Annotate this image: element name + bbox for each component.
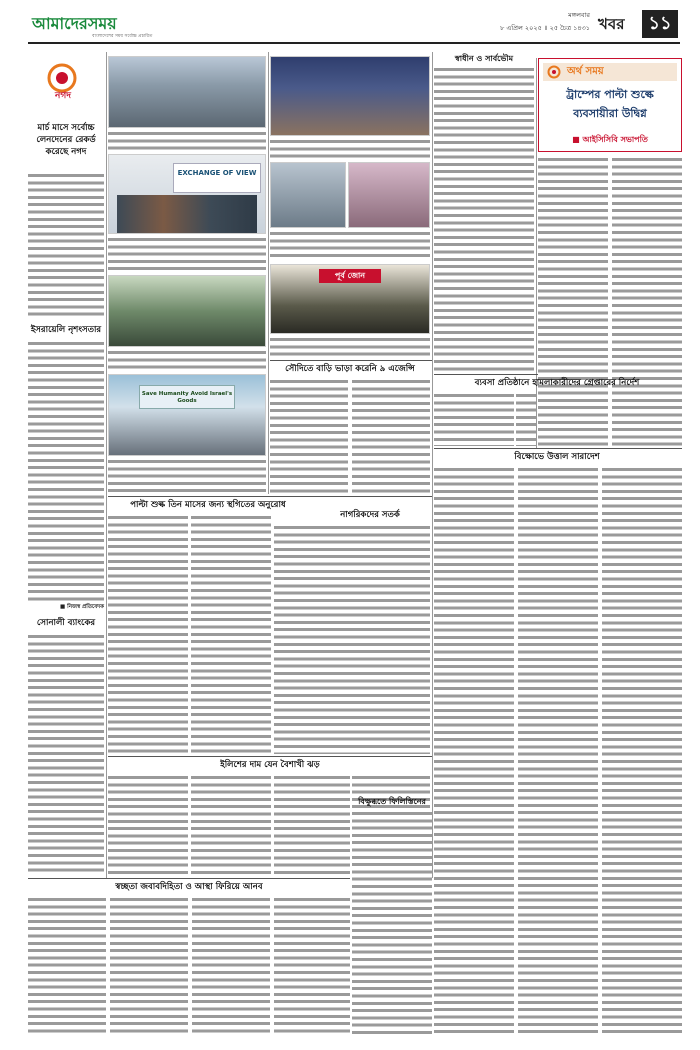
- masthead-date: ৮ এপ্রিল ২০২৫ ॥ ২৫ চৈত্র ১৪৩১: [500, 24, 590, 32]
- hilsha-body-2: [191, 774, 271, 874]
- transparency-headline: স্বচ্ছতা জবাবদিহিতা ও আস্থা ফিরিয়ে আনব: [115, 882, 263, 892]
- golden-bank-body: [28, 633, 104, 873]
- artho-headline: ট্রাম্পের পাল্টা শুল্কে ব্যবসায়ীরা উদ্বিগ্ন: [566, 88, 654, 120]
- israel-byline: ■ নিজস্ব প্রতিবেদক: [60, 604, 104, 610]
- protest-body-1: [434, 466, 514, 1036]
- three-months-body-1: [108, 514, 188, 754]
- artho-byline: ■ আইসিসিবি সভাপতি: [572, 135, 648, 144]
- protest-body-2: [518, 466, 598, 1036]
- swadhin-headline: স্বাধীন ও সার্বভৌম: [454, 53, 514, 63]
- column-divider-3: [432, 52, 433, 878]
- photo-meeting-room: [270, 162, 346, 228]
- save-humanity-text: Save Humanity Avoid Israel's Goods: [141, 391, 233, 404]
- masthead-rule: [28, 42, 680, 44]
- caption-exchange-of-view: [108, 236, 266, 272]
- photo-award-ceremony: [108, 275, 266, 347]
- protest-body-3: [602, 466, 682, 1036]
- transparency-body-1: [28, 896, 106, 1036]
- photo-police-east-zone: [270, 264, 430, 334]
- rule-transparency-top: [28, 878, 350, 879]
- nagad-logo-text: নগদ: [55, 91, 71, 101]
- photo-exchange-of-view: [108, 154, 266, 234]
- masthead-tagline: বাংলাদেশের সময় সর্বোচ্চ প্রচারিত: [92, 34, 153, 39]
- artho-logo-icon: [547, 65, 561, 79]
- saudi-body-1: [270, 378, 348, 494]
- caption-bank-meeting: [108, 130, 266, 152]
- nagad-body: [28, 172, 104, 320]
- exchange-banner: [173, 163, 261, 193]
- masthead-logo: আমাদেরসময়: [32, 14, 117, 33]
- citizens-body: [274, 524, 430, 754]
- column-divider-2: [268, 52, 269, 494]
- artho-body-1: [538, 156, 608, 448]
- column-divider-1: [106, 52, 107, 878]
- nagad-headline: মার্চ মাসে সর্বোচ্চ লেনদেনের রেকর্ড করেছে নগদ: [36, 123, 96, 157]
- traders-body-1: [434, 392, 514, 446]
- philippines-body: [352, 810, 432, 1036]
- artho-brand-text: অর্থ সময়: [567, 66, 604, 77]
- israel-body: [28, 340, 104, 602]
- citizens-headline: নাগরিকদের সতর্ক: [340, 510, 400, 520]
- rule-protest-top: [434, 448, 682, 449]
- photo-seminar: [348, 162, 430, 228]
- rule-saudi-top: [270, 360, 432, 361]
- artho-brand-bar: [543, 63, 677, 81]
- rule-three-months-top: [108, 496, 432, 497]
- golden-bank-headline: সোনালী ব্যাংকের: [36, 618, 96, 628]
- philippines-headline: বিক্ষুব্ধতে ফিলিস্তিনের: [358, 796, 426, 806]
- masthead-section: খবর: [598, 15, 625, 33]
- rule-hilsha-top: [108, 756, 432, 757]
- east-zone-banner: পূর্ব জোন: [319, 269, 381, 283]
- protest-headline: বিক্ষোভে উত্তাল সারাদেশ: [514, 452, 600, 462]
- exchange-banner-text: EXCHANGE OF VIEW: [177, 169, 257, 177]
- traders-body-2: [516, 392, 536, 446]
- caption-seminar: [270, 230, 430, 260]
- three-months-headline: পাল্টা শুল্ক তিন মাসের জন্য স্থগিতের অনুরোধ: [130, 500, 286, 510]
- hilsha-body-3: [274, 774, 350, 874]
- transparency-body-4: [274, 896, 350, 1036]
- masthead-day: মঙ্গলবার: [568, 11, 590, 19]
- hilsha-body-1: [108, 774, 188, 874]
- page-number: ১১: [642, 10, 678, 38]
- rule-traders-top: [434, 374, 538, 375]
- artho-body-2: [612, 156, 682, 448]
- saudi-headline: সৌদিতে বাড়ি ভাড়া করেনি ৯ এজেন্সি: [285, 364, 415, 374]
- caption-police-east-zone: [270, 336, 430, 358]
- photo-save-humanity: [108, 374, 266, 456]
- photo-bank-meeting: [108, 56, 266, 128]
- swadhin-body: [434, 66, 534, 372]
- three-months-body-2: [191, 514, 271, 754]
- transparency-body-2: [110, 896, 188, 1036]
- caption-award-ceremony: [108, 349, 266, 371]
- hilsha-headline: ইলিশের দাম যেন বৈশাখী ঝড়: [220, 760, 320, 770]
- israel-headline: ইসরায়েলি নৃশংসতার: [30, 325, 102, 335]
- caption-save-humanity: [108, 458, 266, 494]
- artho-box: [538, 58, 682, 152]
- traders-headline: ব্যবসা প্রতিষ্ঠানে হামলাকারীদের গ্রেপ্তারের নির্দেশ: [474, 378, 640, 388]
- save-humanity-banner: [139, 385, 235, 409]
- caption-group-event: [270, 138, 430, 160]
- photo-group-event: [270, 56, 430, 136]
- saudi-body-2: [352, 378, 430, 494]
- masthead: [0, 0, 700, 44]
- exchange-people: [117, 195, 257, 233]
- transparency-body-3: [192, 896, 270, 1036]
